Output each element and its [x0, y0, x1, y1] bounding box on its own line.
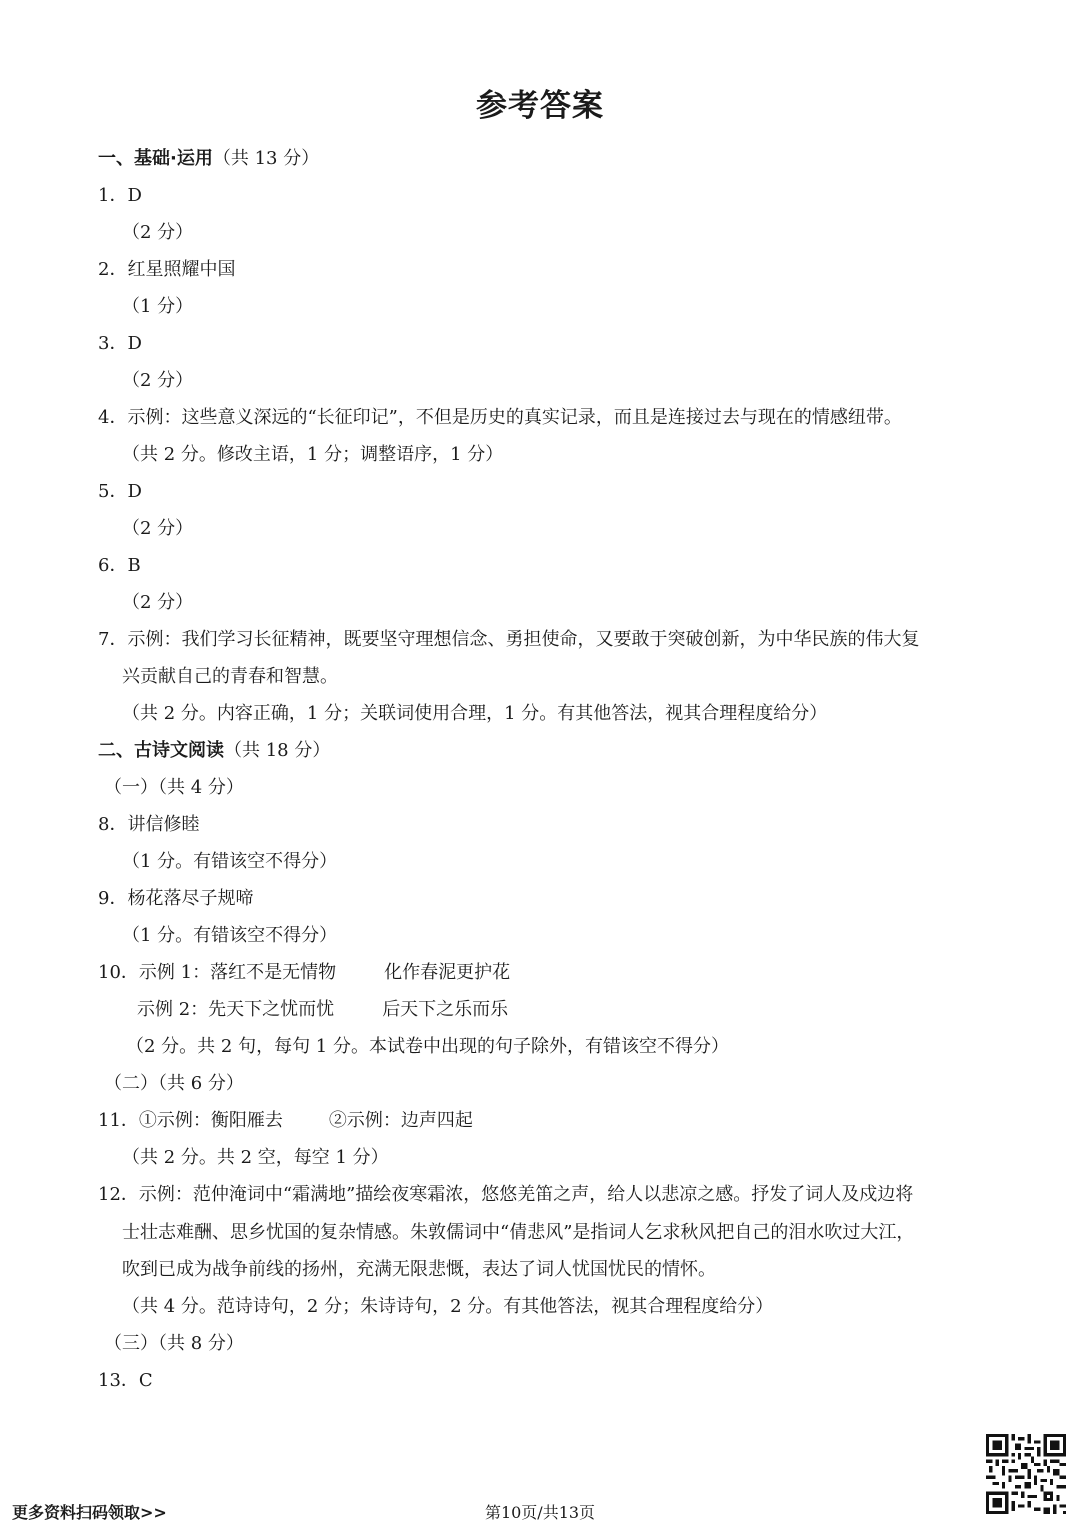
answer-line-continued: 兴贡献自己的青春和智慧。: [122, 666, 338, 687]
answer-line: 13．C: [98, 1370, 153, 1391]
score-note: （2 分）: [122, 370, 194, 391]
score-note: （共 2 分。内容正确，1 分；关联词使用合理，1 分。有其他答法，视其合理程度给分）: [122, 703, 828, 724]
answer-line: 示例 2：先天下之忧而忧 后天下之乐而乐: [137, 999, 509, 1020]
section-heading-2: 二、古诗文阅读（共 18 分）: [98, 740, 331, 761]
score-note: （共 2 分。修改主语，1 分；调整语序，1 分）: [122, 444, 504, 465]
score-note: （共 2 分。共 2 空，每空 1 分）: [122, 1147, 389, 1168]
answer-line: 2．红星照耀中国: [98, 259, 236, 280]
answer-line: 12．示例：范仲淹词中“霜满地”描绘夜寒霜浓，悠悠羌笛之声，给人以悲凉之感。抒发了词人及戍边将: [98, 1184, 914, 1205]
score-note: （1 分）: [122, 296, 194, 317]
answer-line: 4．示例：这些意义深远的“长征印记”，不但是历史的真实记录，而且是连接过去与现在的情感纽带。: [98, 407, 902, 428]
score-note: （2 分）: [122, 222, 194, 243]
subsection-heading: （二）（共 6 分）: [104, 1073, 244, 1094]
promo-text[interactable]: 更多资料扫码领取>>: [12, 1503, 167, 1522]
answer-line: 9．杨花落尽子规啼: [98, 888, 254, 909]
answer-line: 7．示例：我们学习长征精神，既要坚守理想信念、勇担使命，又要敢于突破创新，为中华民族的伟大复: [98, 629, 920, 650]
qr-code-icon[interactable]: [986, 1434, 1066, 1514]
answer-line: 5．D: [98, 481, 142, 502]
answer-line: 8．讲信修睦: [98, 814, 200, 835]
score-note: （共 4 分。范诗诗句，2 分；朱诗诗句，2 分。有其他答法，视其合理程度给分）: [122, 1296, 774, 1317]
score-note: （1 分。有错该空不得分）: [122, 925, 338, 946]
subsection-heading: （三）（共 8 分）: [104, 1333, 244, 1354]
subsection-heading: （一）（共 4 分）: [104, 777, 244, 798]
answer-line: 3．D: [98, 333, 142, 354]
score-note: （2 分。共 2 句，每句 1 分。本试卷中出现的句子除外，有错该空不得分）: [126, 1036, 729, 1057]
answer-line: 6．B: [98, 555, 141, 576]
answer-line-continued: 吹到已成为战争前线的扬州，充满无限悲慨，表达了词人忧国忧民的情怀。: [122, 1259, 716, 1280]
page-title: 参考答案: [476, 88, 604, 124]
page-number: 第10页/共13页: [484, 1503, 596, 1522]
answer-line: 10．示例 1：落红不是无情物 化作春泥更护花: [98, 962, 511, 983]
score-note: （2 分）: [122, 592, 194, 613]
score-note: （2 分）: [122, 518, 194, 539]
answer-line-continued: 士壮志难酬、思乡忧国的复杂情感。朱敦儒词中“倩悲风”是指词人乞求秋风把自己的泪水吹过大江，: [122, 1222, 915, 1243]
score-note: （1 分。有错该空不得分）: [122, 851, 338, 872]
answer-line: 11．①示例：衡阳雁去 ②示例：边声四起: [98, 1110, 473, 1131]
section-heading-1: 一、基础·运用（共 13 分）: [98, 148, 320, 169]
answer-line: 1．D: [98, 185, 142, 206]
